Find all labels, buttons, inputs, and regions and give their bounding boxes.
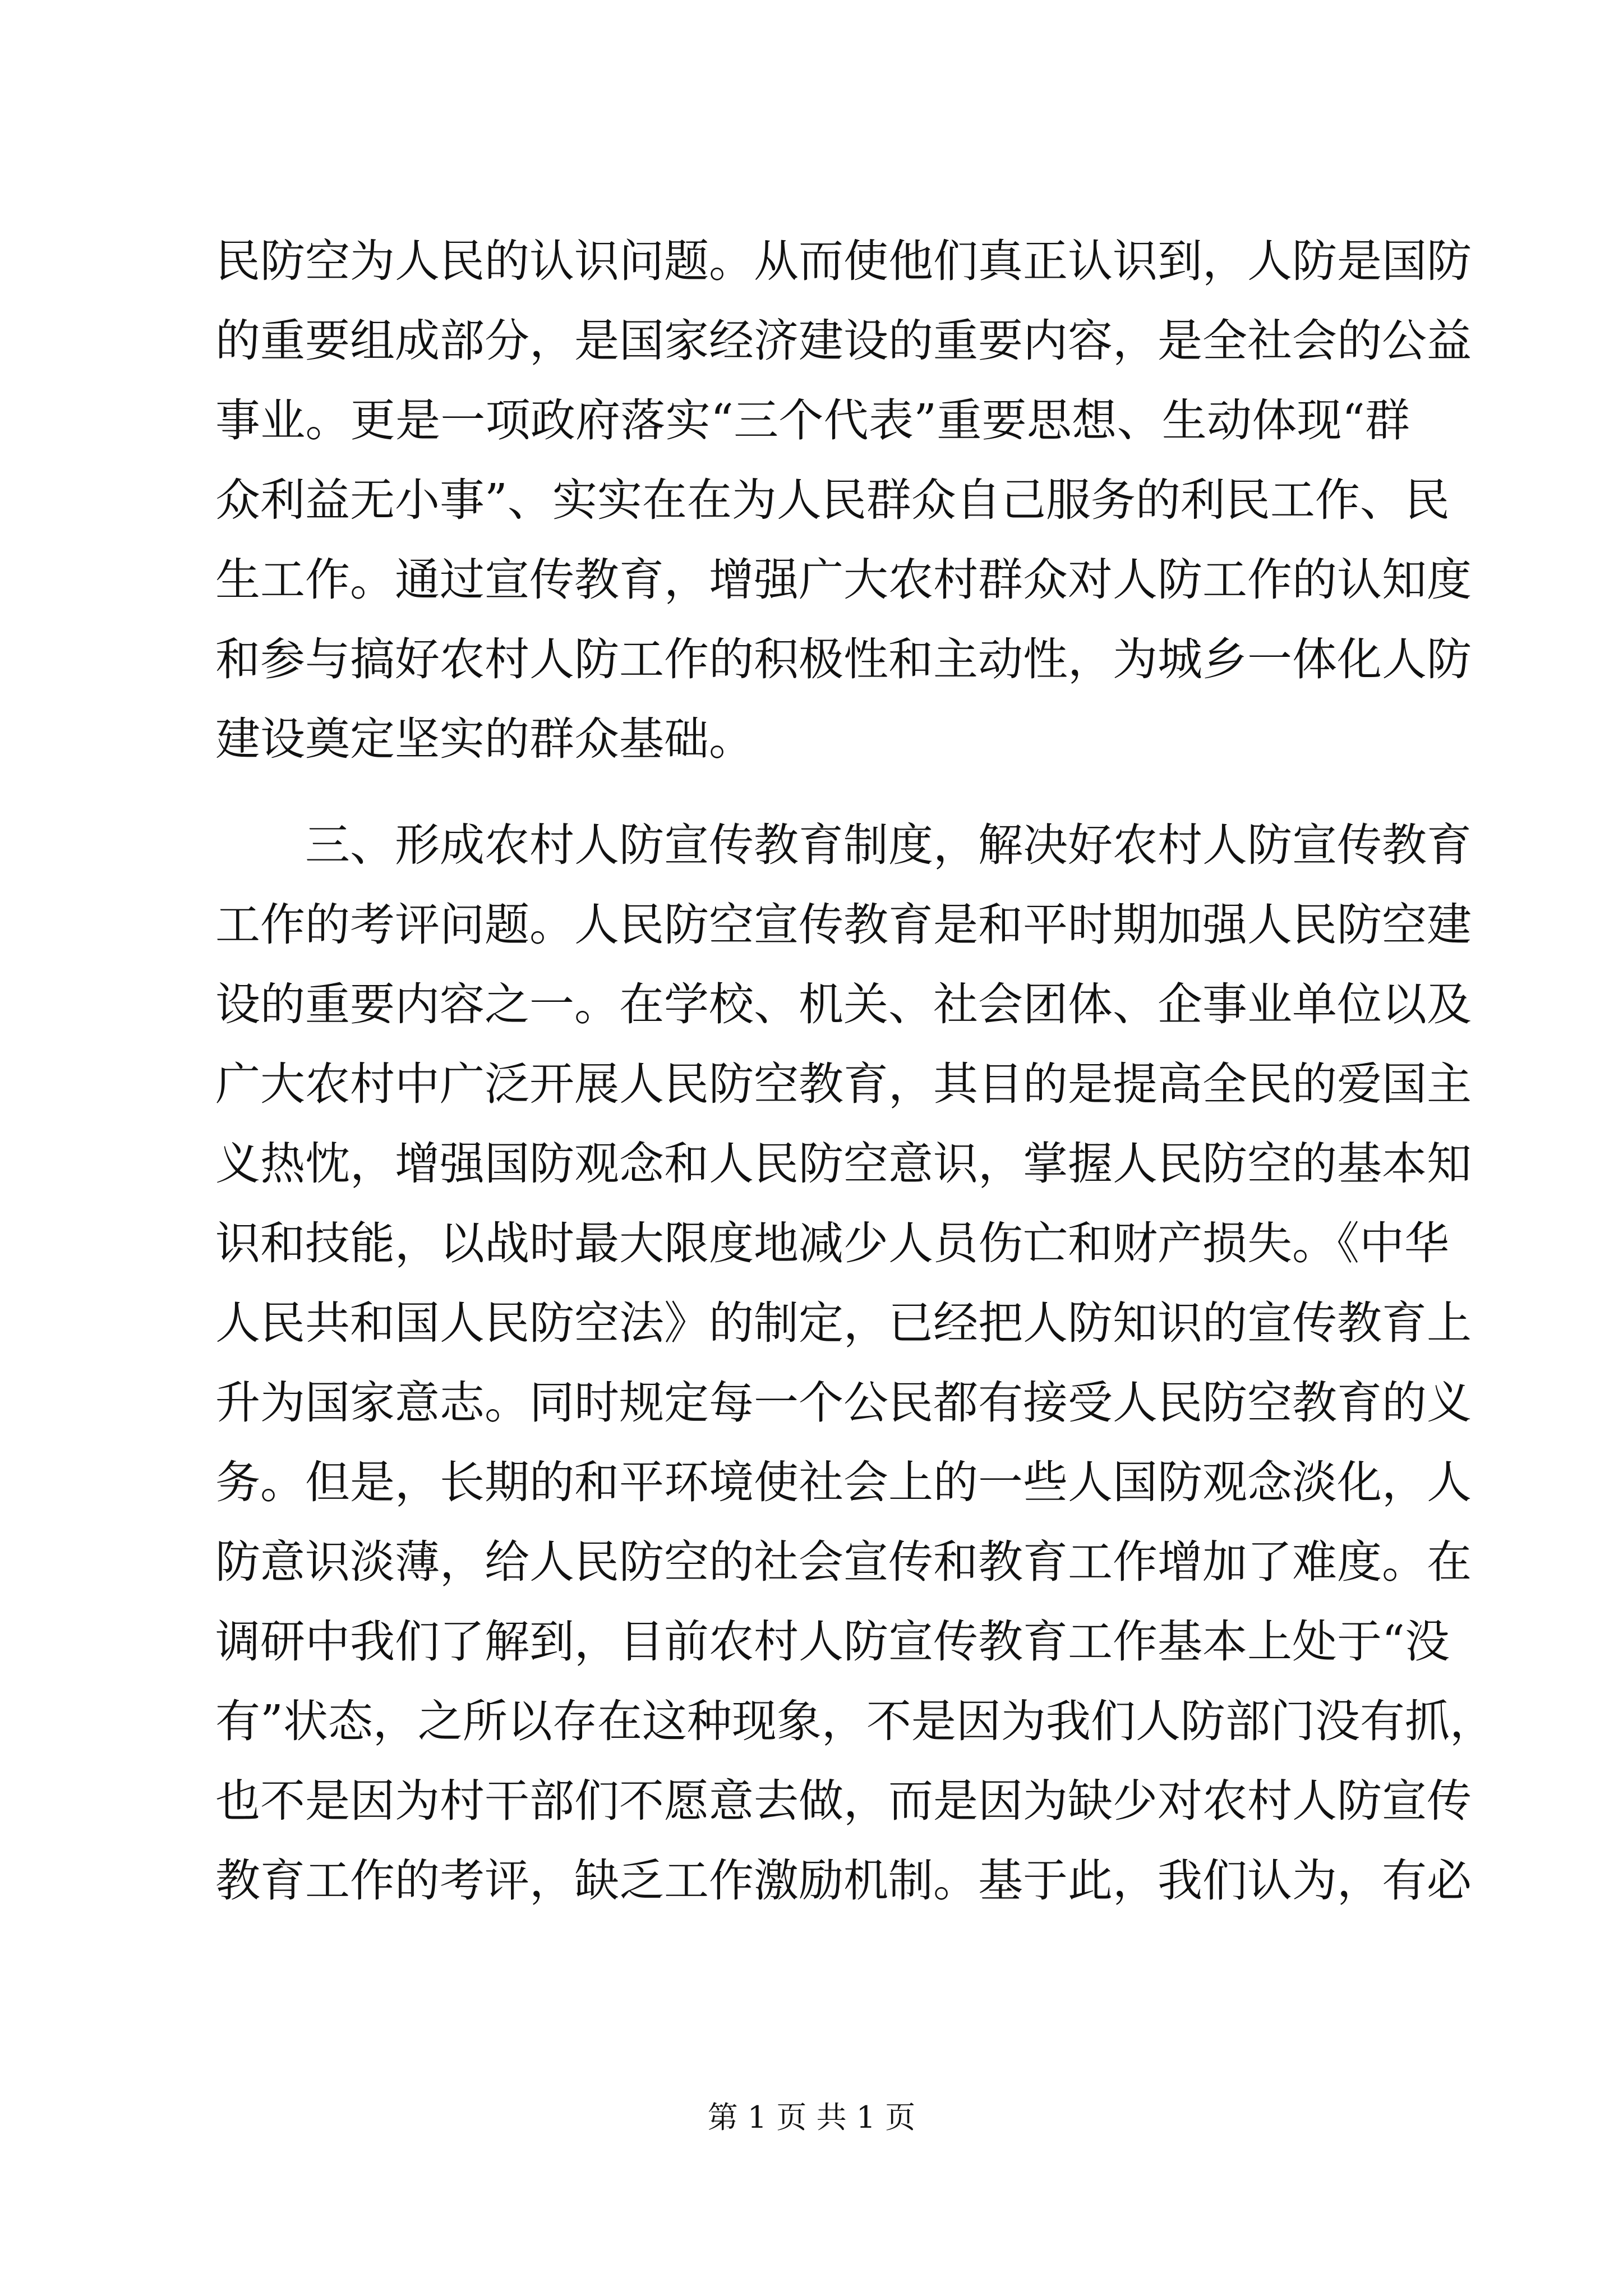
text-line: 调研中我们了解到，目前农村人防宣传教育工作基本上处于“没 [215, 1616, 1450, 1668]
text-line: 升为国家意志。同时规定每一个公民都有接受人民防空教育的义 [215, 1377, 1472, 1429]
text-line: 众利益无小事”、实实在在为人民群众自己服务的利民工作、民 [215, 474, 1450, 526]
text-line: 建设奠定坚实的群众基础。 [215, 713, 754, 765]
page-footer: 第 1 页 共 1 页 [707, 2100, 916, 2135]
text-line: 和参与搞好农村人防工作的积极性和主动性，为城乡一体化人防 [215, 633, 1472, 685]
text-line: 识和技能，以战时最大限度地减少人员伤亡和财产损失。《中华 [215, 1217, 1449, 1269]
text-line: 防意识淡薄，给人民防空的社会宣传和教育工作增加了难度。在 [215, 1536, 1472, 1588]
paragraph-gap [215, 779, 1410, 806]
document-body [215, 222, 1495, 1921]
text-line: 事业。更是一项政府落实“三个代表”重要思想、生动体现“群 [215, 394, 1410, 447]
paragraph-2 [215, 806, 1495, 1921]
text-line: 的重要组成部分，是国家经济建设的重要内容，是全社会的公益 [215, 315, 1472, 367]
paragraph-1 [215, 222, 1472, 779]
text-line: 教育工作的考评，缺乏工作激励机制。基于此，我们认为，有必 [215, 1855, 1472, 1907]
text-line: 广大农村中广泛开展人民防空教育，其目的是提高全民的爱国主 [215, 1058, 1472, 1110]
text-line: 有”状态，之所以存在这种现象，不是因为我们人防部门没有抓， [215, 1695, 1495, 1747]
text-line: 也不是因为村干部们不愿意去做，而是因为缺少对农村人防宣传 [215, 1775, 1472, 1827]
text-line: 工作的考评问题。人民防空宣传教育是和平时期加强人民防空建 [215, 899, 1472, 951]
text-line: 民防空为人民的认识问题。从而使他们真正认识到，人防是国防 [215, 235, 1472, 287]
text-line: 生工作。通过宣传教育，增强广大农村群众对人防工作的认知度 [215, 554, 1472, 606]
text-line: 务。但是，长期的和平环境使社会上的一些人国防观念淡化，人 [215, 1456, 1472, 1508]
text-line: 设的重要内容之一。在学校、机关、社会团体、企事业单位以及 [215, 978, 1472, 1030]
text-line: 三、形成农村人防宣传教育制度，解决好农村人防宣传教育 [215, 819, 1472, 871]
text-line: 义热忱，增强国防观念和人民防空意识，掌握人民防空的基本知 [215, 1138, 1472, 1190]
text-line: 人民共和国人民防空法》的制定，已经把人防知识的宣传教育上 [215, 1297, 1472, 1349]
